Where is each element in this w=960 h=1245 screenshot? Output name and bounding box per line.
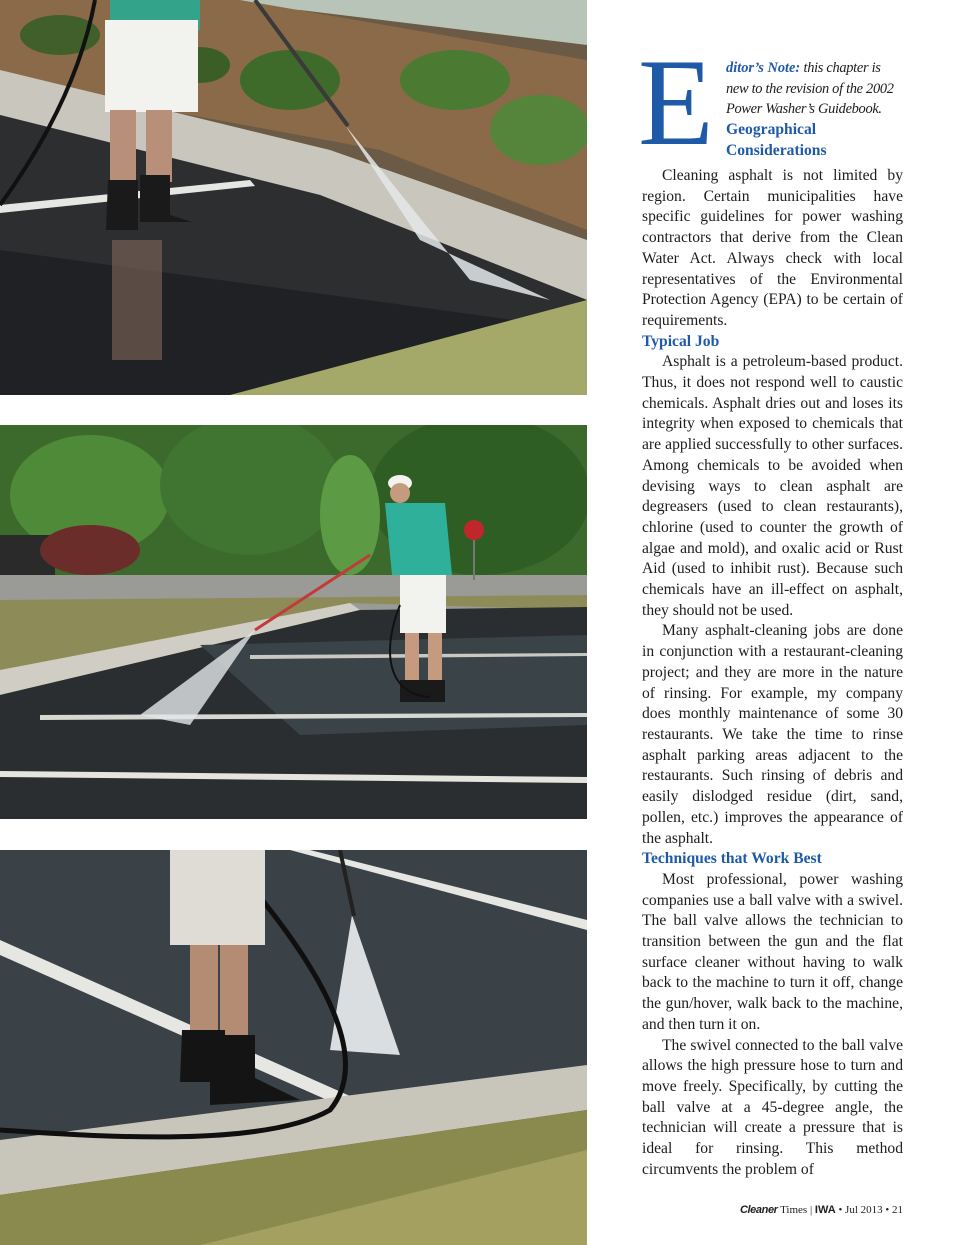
paragraph: Asphalt is a petroleum-based product. Thus, it does not respond well to caustic chemicals. Asphalt dries out and loses its integrity when exposed to chemicals that are applied successfully to other surfaces. Among chemicals to be avoided when devising ways to clean asphalt are degreasers (used to clean restaurants), chlorine (used to counter the growth of algae and mold), and oxalic acid or Rust Aid (used to inhibit rust). Because such chemicals have an ill-effect on asphalt, they should not be used. [642,353,903,619]
article-intro [638,34,903,171]
editor-note-lead: ditor’s Note: [726,60,801,76]
editor-note-text: this chapter is new to the revision of the 2002 Power Washer’s Guidebook. [726,60,894,118]
paragraph: Cleaning asphalt is not limited by region. Certain municipalities have specific guidelines for power washing contractors that derive from the Clean Water Act. Always check with local representatives of the Environmental Protection Agency (EPA) to be certain of requirements. [642,167,903,329]
section-heading: Geographical Considerations [726,121,827,159]
issue-date: • Jul 2013 • [835,1204,892,1216]
section-heading: Typical Job [642,332,720,350]
paragraph: The swivel connected to the ball valve allows the high pressure hose to turn and move freely. Specifically, by cutting the ball valve at a 45-degree angle, the technician will create a pressure that is ideal for rinsing. This method circumvents the problem of [642,1036,903,1178]
photo-worker-spraying-curb [0,0,587,395]
drop-cap: E [638,34,714,171]
org-name: IWA [814,1204,836,1216]
paragraph: Many asphalt-cleaning jobs are done in conjunction with a restaurant-cleaning project; and they are more in the nature of rinsing. For example, my company does monthly maintenance of some 30 restaurants. We take the time to rinse asphalt parking areas adjacent to the restaurants. Such rinsing of debris and easily dislodged residue (dirt, sand, pollen, etc.) improves the appearance of the asphalt. [642,622,903,847]
article-column [638,34,903,1180]
page-footer [740,1204,903,1216]
magazine-name: Cleaner [739,1204,778,1216]
photo-spray-wand-closeup [0,850,587,1245]
photo-worker-rinsing-parking-lot [0,425,587,819]
page-number: 21 [892,1204,903,1216]
editor-note [726,58,906,120]
section-heading: Techniques that Work Best [642,850,822,868]
magazine-suffix: Times | [777,1204,815,1216]
paragraph: Most professional, power washing companies use a ball valve with a swivel. The ball valve allows the technician to transition between the gun and the flat surface cleaner without having to walk back to the machine to turn it off, change the gun/hover, walk back to the machine, and then turn it on. [642,870,903,1033]
